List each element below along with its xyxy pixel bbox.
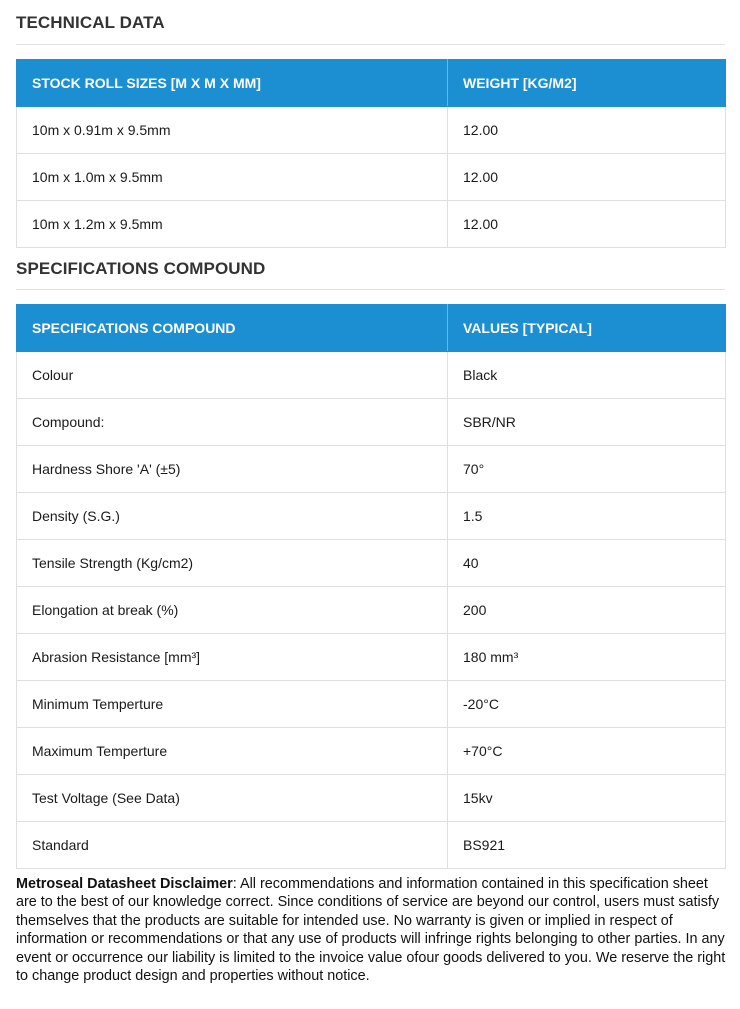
property-cell: Hardness Shore 'A' (±5) [17,446,448,493]
property-cell: Standard [17,822,448,869]
column-header-values: VALUES [TYPICAL] [448,305,726,352]
table-row [17,634,726,681]
value-cell: 200 [448,587,726,634]
table-row [17,540,726,587]
table-row [17,107,726,154]
technical-header-row [17,60,726,107]
column-header-stock-roll-sizes: STOCK ROLL SIZES [M X M X MM] [17,60,448,107]
technical-data-title: TECHNICAL DATA [16,13,165,32]
table-row [17,399,726,446]
property-cell: Elongation at break (%) [17,587,448,634]
specifications-divider [16,289,725,290]
value-cell: 15kv [448,775,726,822]
value-cell: +70°C [448,728,726,775]
table-row [17,201,726,248]
weight-cell: 12.00 [448,154,726,201]
specifications-compound-table [16,304,726,869]
weight-cell: 12.00 [448,107,726,154]
property-cell: Colour [17,352,448,399]
value-cell: BS921 [448,822,726,869]
table-row [17,446,726,493]
value-cell: -20°C [448,681,726,728]
roll-size-cell: 10m x 1.0m x 9.5mm [17,154,448,201]
property-cell: Maximum Temperture [17,728,448,775]
value-cell: Black [448,352,726,399]
column-header-weight: WEIGHT [KG/M2] [448,60,726,107]
table-row [17,352,726,399]
property-cell: Density (S.G.) [17,493,448,540]
specs-header-row [17,305,726,352]
value-cell: 180 mm³ [448,634,726,681]
property-cell: Abrasion Resistance [mm³] [17,634,448,681]
roll-size-cell: 10m x 1.2m x 9.5mm [17,201,448,248]
property-cell: Tensile Strength (Kg/cm2) [17,540,448,587]
weight-cell: 12.00 [448,201,726,248]
table-row [17,822,726,869]
property-cell: Minimum Temperture [17,681,448,728]
table-row [17,493,726,540]
value-cell: SBR/NR [448,399,726,446]
technical-data-table [16,59,726,248]
table-row [17,681,726,728]
table-row [17,728,726,775]
column-header-specification: SPECIFICATIONS COMPOUND [17,305,448,352]
table-row [17,154,726,201]
property-cell: Test Voltage (See Data) [17,775,448,822]
disclaimer-text: : All recommendations and information contained in this specification sheet are to the best of our knowledge correct. Since conditions of service are beyond our control, users must satisfy themselves that the products are suitable for intended use. No warranty is given or implied in respect of information or recommendations or that any use of products will infringe rights belonging to other parties. In any event or occurrence our liability is limited to the invoice value ofour goods delivered to you. We reserve the right to change product design and properties without notice. [16,876,726,985]
specifications-compound-title: SPECIFICATIONS COMPOUND [16,259,266,278]
datasheet-disclaimer [16,875,728,985]
value-cell: 1.5 [448,493,726,540]
value-cell: 70° [448,446,726,493]
table-row [17,587,726,634]
disclaimer-label: Metroseal Datasheet Disclaimer [16,876,233,892]
property-cell: Compound: [17,399,448,446]
technical-data-divider [16,44,725,45]
table-row [17,775,726,822]
value-cell: 40 [448,540,726,587]
roll-size-cell: 10m x 0.91m x 9.5mm [17,107,448,154]
